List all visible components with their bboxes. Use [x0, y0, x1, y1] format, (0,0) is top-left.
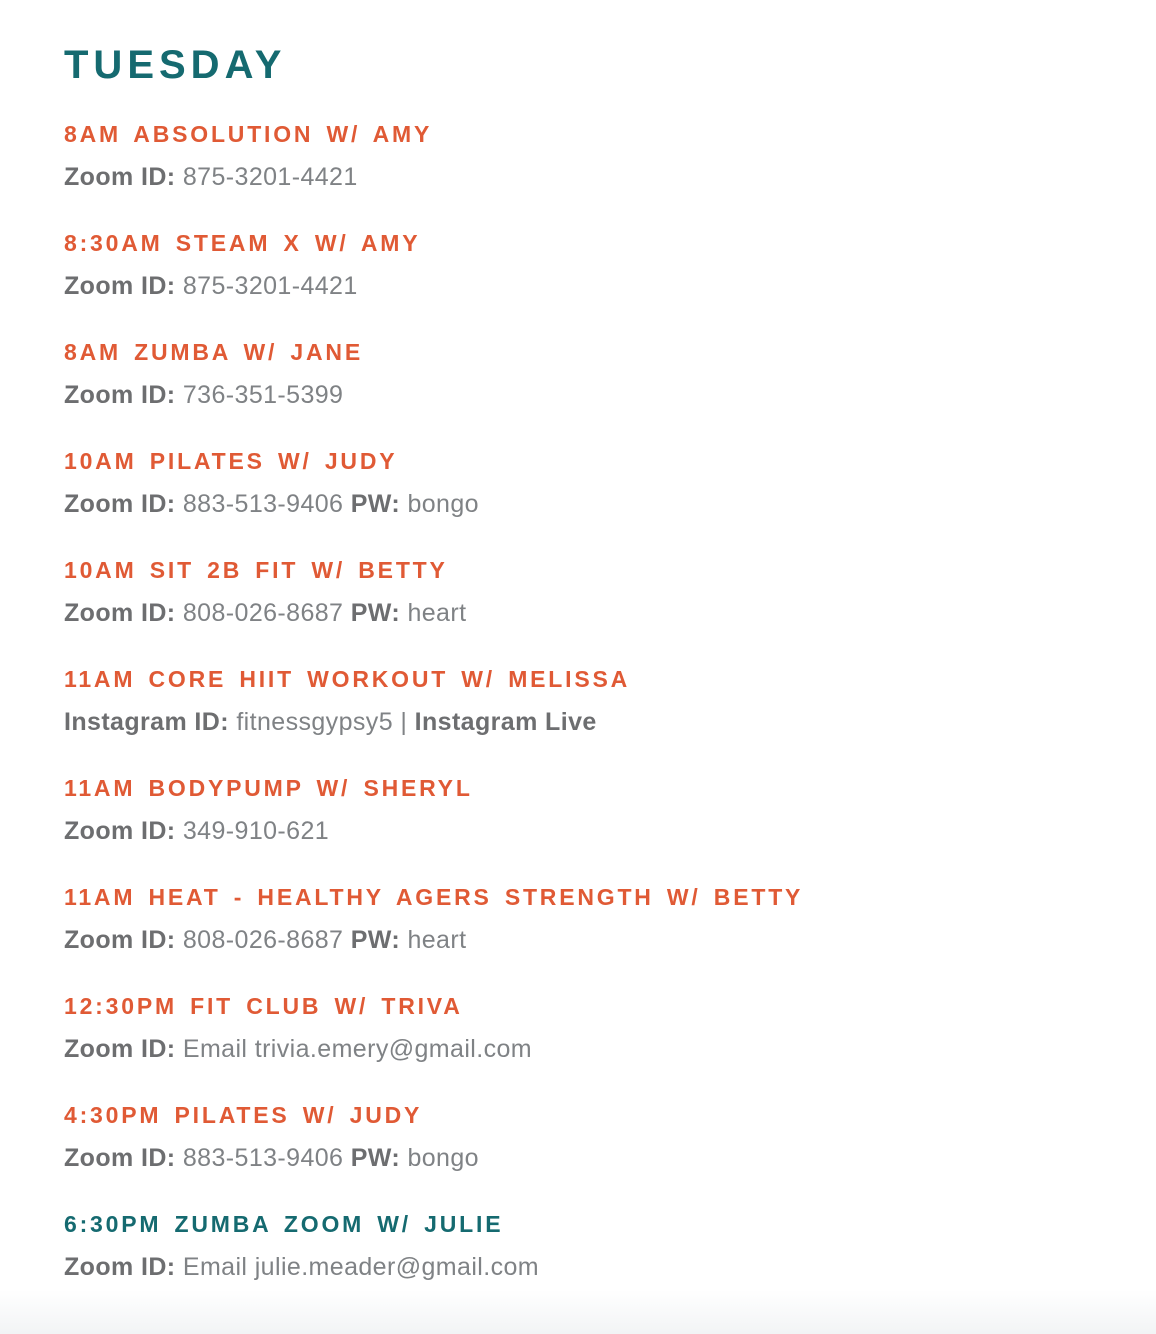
class-title: 11AM BODYPUMP W/ SHERYL	[64, 775, 473, 801]
footer-fade	[0, 1290, 1156, 1334]
day-heading: TUESDAY	[64, 43, 287, 87]
detail-label: PW:	[350, 490, 401, 518]
class-detail	[64, 163, 1116, 192]
class-detail	[64, 1253, 1116, 1282]
class-title: 10AM SIT 2B FIT W/ BETTY	[64, 557, 448, 583]
detail-value: 875-3201-4421	[182, 272, 358, 300]
class-title: 11AM HEAT - HEALTHY AGERS STRENGTH W/ BETTY	[64, 884, 804, 910]
schedule-entry	[64, 1102, 1116, 1173]
detail-value: 883-513-9406	[182, 1144, 344, 1172]
detail-label: Zoom ID:	[64, 1144, 176, 1172]
detail-value: 875-3201-4421	[182, 163, 358, 191]
class-detail	[64, 1144, 1116, 1173]
detail-label: Zoom ID:	[64, 163, 176, 191]
schedule-entry	[64, 230, 1116, 301]
detail-value: Email julie.meader@gmail.com	[182, 1253, 540, 1281]
detail-value: fitnessgypsy5	[236, 708, 393, 736]
schedule-entry	[64, 666, 1116, 737]
detail-value: bongo	[407, 1144, 479, 1172]
detail-value: 808-026-8687	[182, 599, 344, 627]
detail-label: Zoom ID:	[64, 1253, 176, 1281]
class-detail	[64, 381, 1116, 410]
detail-value: heart	[407, 599, 467, 627]
detail-value: 808-026-8687	[182, 926, 344, 954]
detail-label: Instagram ID:	[64, 708, 229, 736]
class-detail	[64, 490, 1116, 519]
class-title: 8AM ABSOLUTION W/ AMY	[64, 121, 433, 147]
schedule-list	[64, 121, 1116, 1282]
class-title: 11AM CORE HIIT WORKOUT W/ MELISSA	[64, 666, 631, 692]
class-title: 12:30PM FIT CLUB W/ TRIVA	[64, 993, 463, 1019]
detail-value: |	[400, 708, 408, 736]
detail-value: 349-910-621	[182, 817, 330, 845]
detail-label: Zoom ID:	[64, 490, 176, 518]
class-title: 6:30PM ZUMBA ZOOM W/ JULIE	[64, 1211, 504, 1237]
detail-label: Zoom ID:	[64, 272, 176, 300]
detail-value: 883-513-9406	[182, 490, 344, 518]
schedule-entry	[64, 339, 1116, 410]
detail-value: Email trivia.emery@gmail.com	[182, 1035, 533, 1063]
schedule-entry	[64, 448, 1116, 519]
class-title: 8AM ZUMBA W/ JANE	[64, 339, 363, 365]
class-detail	[64, 1035, 1116, 1064]
schedule-entry	[64, 993, 1116, 1064]
class-detail	[64, 272, 1116, 301]
class-detail	[64, 926, 1116, 955]
schedule-entry	[64, 121, 1116, 192]
schedule-entry	[64, 1211, 1116, 1282]
schedule-entry	[64, 557, 1116, 628]
class-detail	[64, 708, 1116, 737]
detail-label: Zoom ID:	[64, 381, 176, 409]
schedule-entry	[64, 884, 1116, 955]
detail-label: Instagram Live	[414, 708, 597, 736]
detail-value: 736-351-5399	[182, 381, 344, 409]
detail-label: PW:	[350, 1144, 401, 1172]
class-detail	[64, 599, 1116, 628]
class-title: 8:30AM STEAM X W/ AMY	[64, 230, 421, 256]
detail-label: Zoom ID:	[64, 1035, 176, 1063]
detail-label: Zoom ID:	[64, 817, 176, 845]
class-detail	[64, 817, 1116, 846]
detail-label: Zoom ID:	[64, 926, 176, 954]
detail-label: PW:	[350, 926, 401, 954]
class-title: 4:30PM PILATES W/ JUDY	[64, 1102, 423, 1128]
class-title: 10AM PILATES W/ JUDY	[64, 448, 398, 474]
detail-value: bongo	[407, 490, 479, 518]
detail-label: Zoom ID:	[64, 599, 176, 627]
schedule-entry	[64, 775, 1116, 846]
detail-value: heart	[407, 926, 467, 954]
detail-label: PW:	[350, 599, 401, 627]
